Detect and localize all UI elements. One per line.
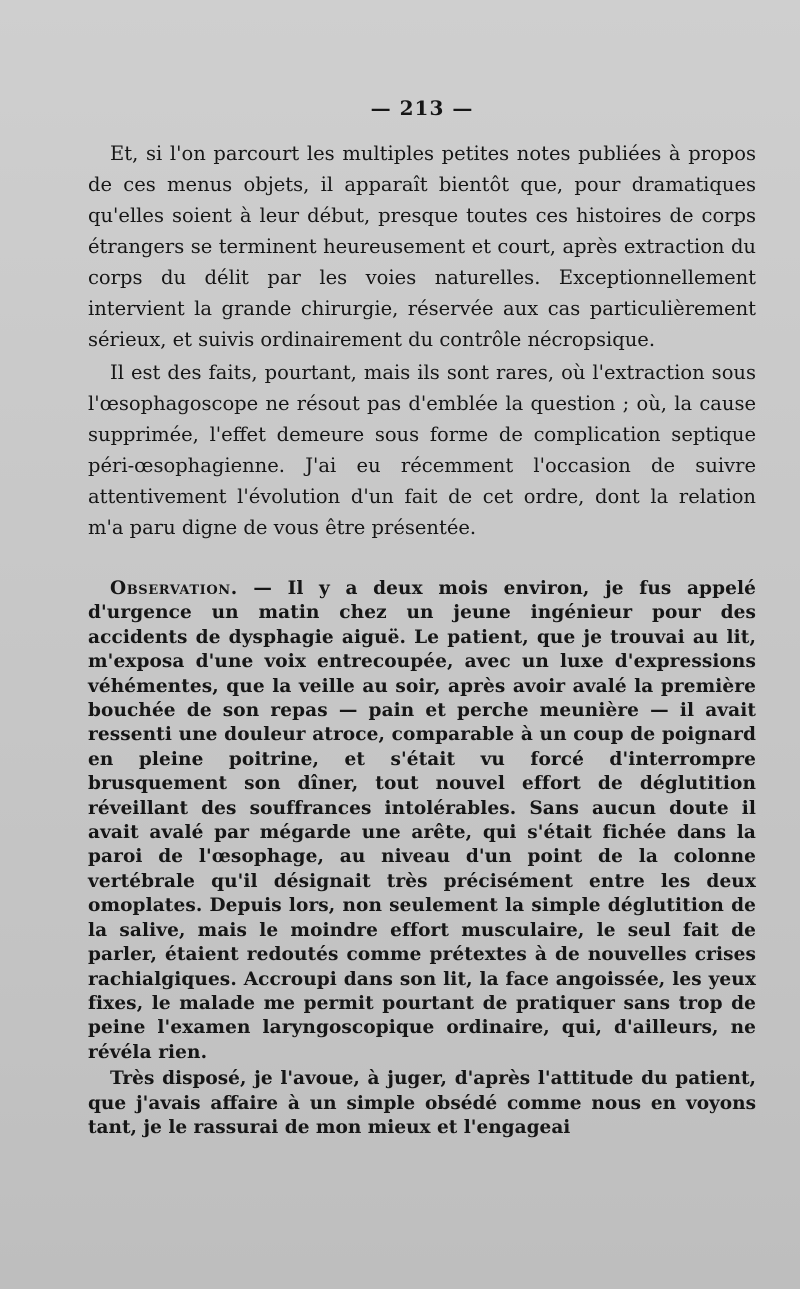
observation-paragraph bbox=[88, 577, 756, 1065]
observation-text: — Il y a deux mois environ, je fus appelé d'urgence un matin chez un jeune ingénieur pour des accidents de dysphagie aiguë. Le patient, que je trouvai au lit, m'exposa d'une voix entrecoupée, avec un luxe d'expressions véhémentes, que la veille au soir, après avoir avalé la première bouchée de son repas — pain et perche meunière — il avait ressenti une douleur atroce, comparable à un coup de poignard en pleine poitrine, et s'était vu forcé d'interrompre brusquement son dîner, tout nouvel effort de déglutition réveillant des souffrances intolérables. Sans aucun doute il avait avalé par mégarde une arête, qui s'était fichée dans la paroi de l'œsophage, au niveau d'un point de la colonne vertébrale qu'il désignait très précisément entre les deux omoplates. Depuis lors, non seulement la simple déglutition de la salive, mais le moindre effort musculaire, le seul fait de parler, étaient redoutés comme prétextes à de nouvelles crises rachialgiques. Accroupi dans son lit, la face angoissée, les yeux fixes, le malade me permit pourtant de pratiquer sans trop de peine l'examen laryngoscopique ordinaire, qui, d'ailleurs, ne révéla rien. bbox=[88, 578, 757, 1063]
paragraph-last: Très disposé, je l'avoue, à juger, d'après l'attitude du patient, que j'avais affaire à un simple obsédé comme nous en voyons tant, je le rassurai de mon mieux et l'engageai bbox=[88, 1068, 756, 1138]
observation-heading: Observation. bbox=[110, 578, 238, 599]
paragraph-1: Et, si l'on parcourt les multiples petites notes publiées à propos de ces menus objets, il apparaît bientôt que, pour dramatiques qu'elles soient à leur début, presque toutes ces histoires de corps étrangers se terminent heureusement et court, après extraction du corps du délit par les voies naturelles. Exceptionnellement intervient la grande chirurgie, réservée aux cas particulièrement sérieux, et suivis ordinairement du contrôle nécropsique. bbox=[88, 142, 756, 351]
paragraph-2: Il est des faits, pourtant, mais ils sont rares, où l'extraction sous l'œsophagoscope ne résout pas d'emblée la question ; où, la cause supprimée, l'effet demeure sous forme de complication septique péri-œsophagienne. J'ai eu récemment l'occasion de suivre attentivement l'évolution d'un fait de cet ordre, dont la relation m'a paru digne de vous être présentée. bbox=[88, 361, 756, 539]
page-number: — 213 — bbox=[370, 96, 474, 120]
